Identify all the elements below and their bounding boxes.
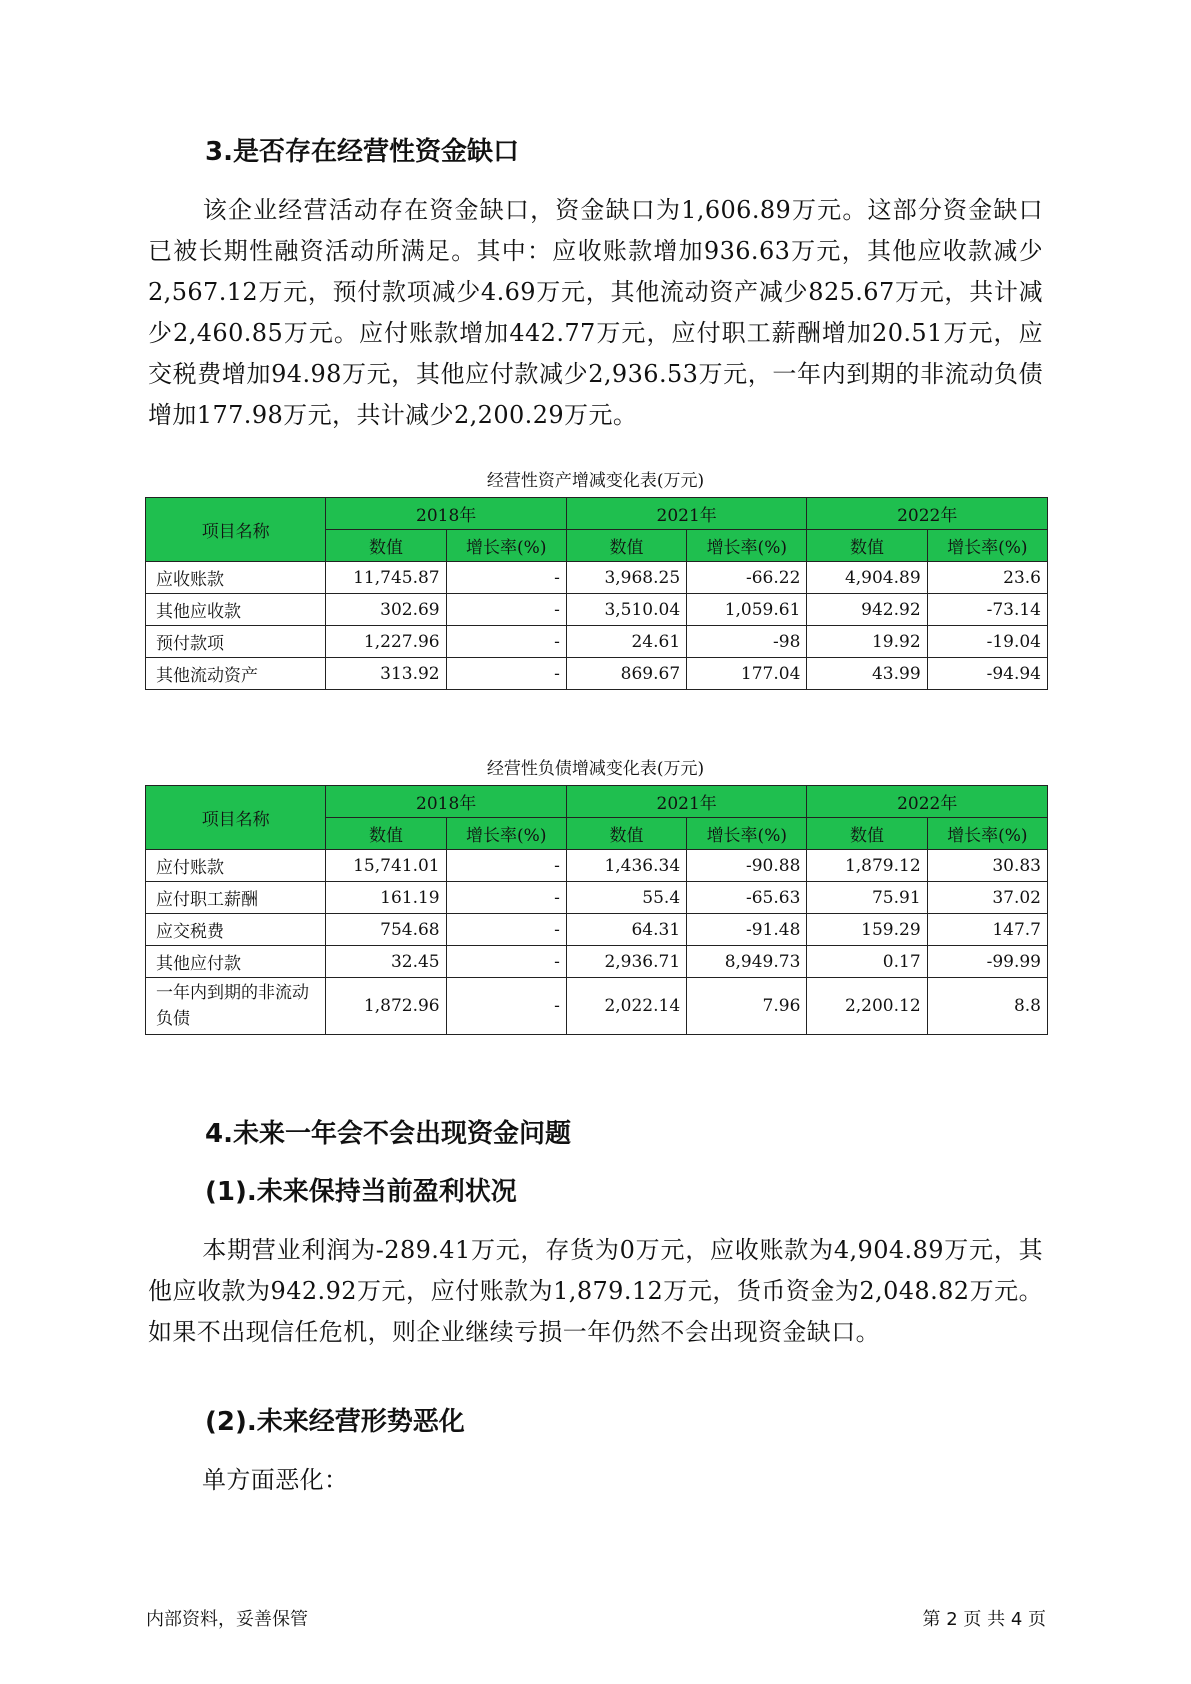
- liabilities-table-caption: 经营性负债增减变化表(万元): [486, 759, 705, 779]
- cell-value: 159.29: [807, 914, 927, 946]
- cell-value: 2,022.14: [566, 978, 686, 1035]
- table-row: [146, 850, 1048, 882]
- header-value: 数值: [807, 818, 927, 850]
- table-row: [146, 882, 1048, 914]
- cell-rate: -73.14: [927, 594, 1047, 626]
- cell-rate: -: [446, 594, 566, 626]
- subsection-2-paragraph: 单方面恶化：: [202, 1466, 349, 1494]
- cell-rate: -19.04: [927, 626, 1047, 658]
- row-name: 预付款项: [146, 626, 326, 658]
- section-4-heading: 4.未来一年会不会出现资金问题: [205, 1119, 571, 1149]
- assets-table-caption: 经营性资产增减变化表(万元): [486, 471, 705, 491]
- table-row: [146, 946, 1048, 978]
- header-value: 数值: [566, 530, 686, 562]
- header-rate: 增长率(%): [927, 530, 1047, 562]
- cell-value: 75.91: [807, 882, 927, 914]
- header-year-2018: 2018年: [326, 786, 567, 818]
- cell-value: 32.45: [326, 946, 446, 978]
- header-item-name: 项目名称: [146, 786, 326, 850]
- cell-value: 3,968.25: [566, 562, 686, 594]
- cell-rate: 8.8: [927, 978, 1047, 1035]
- row-name: 其他应付款: [146, 946, 326, 978]
- cell-rate: -99.99: [927, 946, 1047, 978]
- row-name: 其他流动资产: [146, 658, 326, 690]
- cell-rate: 30.83: [927, 850, 1047, 882]
- cell-rate: 23.6: [927, 562, 1047, 594]
- cell-value: 11,745.87: [326, 562, 446, 594]
- table-row: [146, 914, 1048, 946]
- liabilities-table: [145, 785, 1048, 1035]
- header-rate: 增长率(%): [687, 818, 807, 850]
- section-3-heading: 3.是否存在经营性资金缺口: [205, 137, 519, 167]
- cell-value: 1,227.96: [326, 626, 446, 658]
- row-name: 应付账款: [146, 850, 326, 882]
- table-row: [146, 658, 1048, 690]
- header-value: 数值: [326, 530, 446, 562]
- cell-value: 313.92: [326, 658, 446, 690]
- cell-value: 3,510.04: [566, 594, 686, 626]
- cell-rate: -90.88: [687, 850, 807, 882]
- cell-value: 302.69: [326, 594, 446, 626]
- cell-value: 24.61: [566, 626, 686, 658]
- table-row: [146, 978, 1048, 1035]
- row-name: 应收账款: [146, 562, 326, 594]
- cell-value: 2,936.71: [566, 946, 686, 978]
- cell-rate: -66.22: [687, 562, 807, 594]
- row-name: 一年内到期的非流动负债: [146, 978, 326, 1035]
- header-year-2021: 2021年: [566, 786, 807, 818]
- cell-rate: 8,949.73: [687, 946, 807, 978]
- cell-value: 1,879.12: [807, 850, 927, 882]
- cell-value: 2,200.12: [807, 978, 927, 1035]
- cell-rate: -98: [687, 626, 807, 658]
- cell-rate: -91.48: [687, 914, 807, 946]
- cell-rate: 147.7: [927, 914, 1047, 946]
- cell-value: 19.92: [807, 626, 927, 658]
- cell-rate: -: [446, 946, 566, 978]
- cell-value: 942.92: [807, 594, 927, 626]
- header-rate: 增长率(%): [687, 530, 807, 562]
- cell-value: 161.19: [326, 882, 446, 914]
- row-name: 应交税费: [146, 914, 326, 946]
- cell-rate: -65.63: [687, 882, 807, 914]
- header-rate: 增长率(%): [446, 530, 566, 562]
- footer-page-number: 第 2 页 共 4 页: [922, 1609, 1046, 1630]
- header-year-2022: 2022年: [807, 498, 1048, 530]
- cell-rate: -: [446, 658, 566, 690]
- footer-confidential-note: 内部资料，妥善保管: [146, 1609, 308, 1630]
- cell-rate: 7.96: [687, 978, 807, 1035]
- cell-value: 1,436.34: [566, 850, 686, 882]
- header-rate: 增长率(%): [446, 818, 566, 850]
- assets-table: [145, 497, 1048, 690]
- row-name: 其他应收款: [146, 594, 326, 626]
- subsection-1-heading: (1).未来保持当前盈利状况: [205, 1177, 517, 1207]
- table-row: [146, 562, 1048, 594]
- cell-rate: -: [446, 914, 566, 946]
- cell-rate: -94.94: [927, 658, 1047, 690]
- cell-rate: -: [446, 850, 566, 882]
- cell-rate: 177.04: [687, 658, 807, 690]
- section-3-paragraph: 该企业经营活动存在资金缺口，资金缺口为1,606.89万元。这部分资金缺口已被长期性融资活动所满足。其中：应收账款增加936.63万元，其他应收款减少2,567.12万元，预付款项减少4.69万元，其他流动资产减少825.67万元，共计减少2,460.85万元。应付账款增加442.77万元，应付职工薪酬增加20.51万元，应交税费增加94.98万元，其他应付款减少2,936.53万元，一年内到期的非流动负债增加177.98万元，共计减少2,200.29万元。: [148, 196, 1043, 429]
- table-row: [146, 626, 1048, 658]
- header-year-2022: 2022年: [807, 786, 1048, 818]
- cell-value: 1,872.96: [326, 978, 446, 1035]
- table-row: [146, 594, 1048, 626]
- subsection-2-heading: (2).未来经营形势恶化: [205, 1407, 465, 1437]
- header-value: 数值: [566, 818, 686, 850]
- header-year-2018: 2018年: [326, 498, 567, 530]
- cell-value: 55.4: [566, 882, 686, 914]
- cell-rate: -: [446, 626, 566, 658]
- cell-rate: -: [446, 882, 566, 914]
- header-item-name: 项目名称: [146, 498, 326, 562]
- subsection-1-paragraph: 本期营业利润为-289.41万元，存货为0万元，应收账款为4,904.89万元，其他应收款为942.92万元，应付账款为1,879.12万元，货币资金为2,048.82万元。如果不出现信任危机，则企业继续亏损一年仍然不会出现资金缺口。: [148, 1236, 1043, 1346]
- cell-value: 43.99: [807, 658, 927, 690]
- cell-value: 15,741.01: [326, 850, 446, 882]
- cell-rate: 1,059.61: [687, 594, 807, 626]
- cell-value: 4,904.89: [807, 562, 927, 594]
- header-value: 数值: [326, 818, 446, 850]
- row-name: 应付职工薪酬: [146, 882, 326, 914]
- header-value: 数值: [807, 530, 927, 562]
- cell-rate: -: [446, 978, 566, 1035]
- header-rate: 增长率(%): [927, 818, 1047, 850]
- header-year-2021: 2021年: [566, 498, 807, 530]
- cell-rate: -: [446, 562, 566, 594]
- cell-value: 754.68: [326, 914, 446, 946]
- cell-rate: 37.02: [927, 882, 1047, 914]
- cell-value: 0.17: [807, 946, 927, 978]
- cell-value: 869.67: [566, 658, 686, 690]
- cell-value: 64.31: [566, 914, 686, 946]
